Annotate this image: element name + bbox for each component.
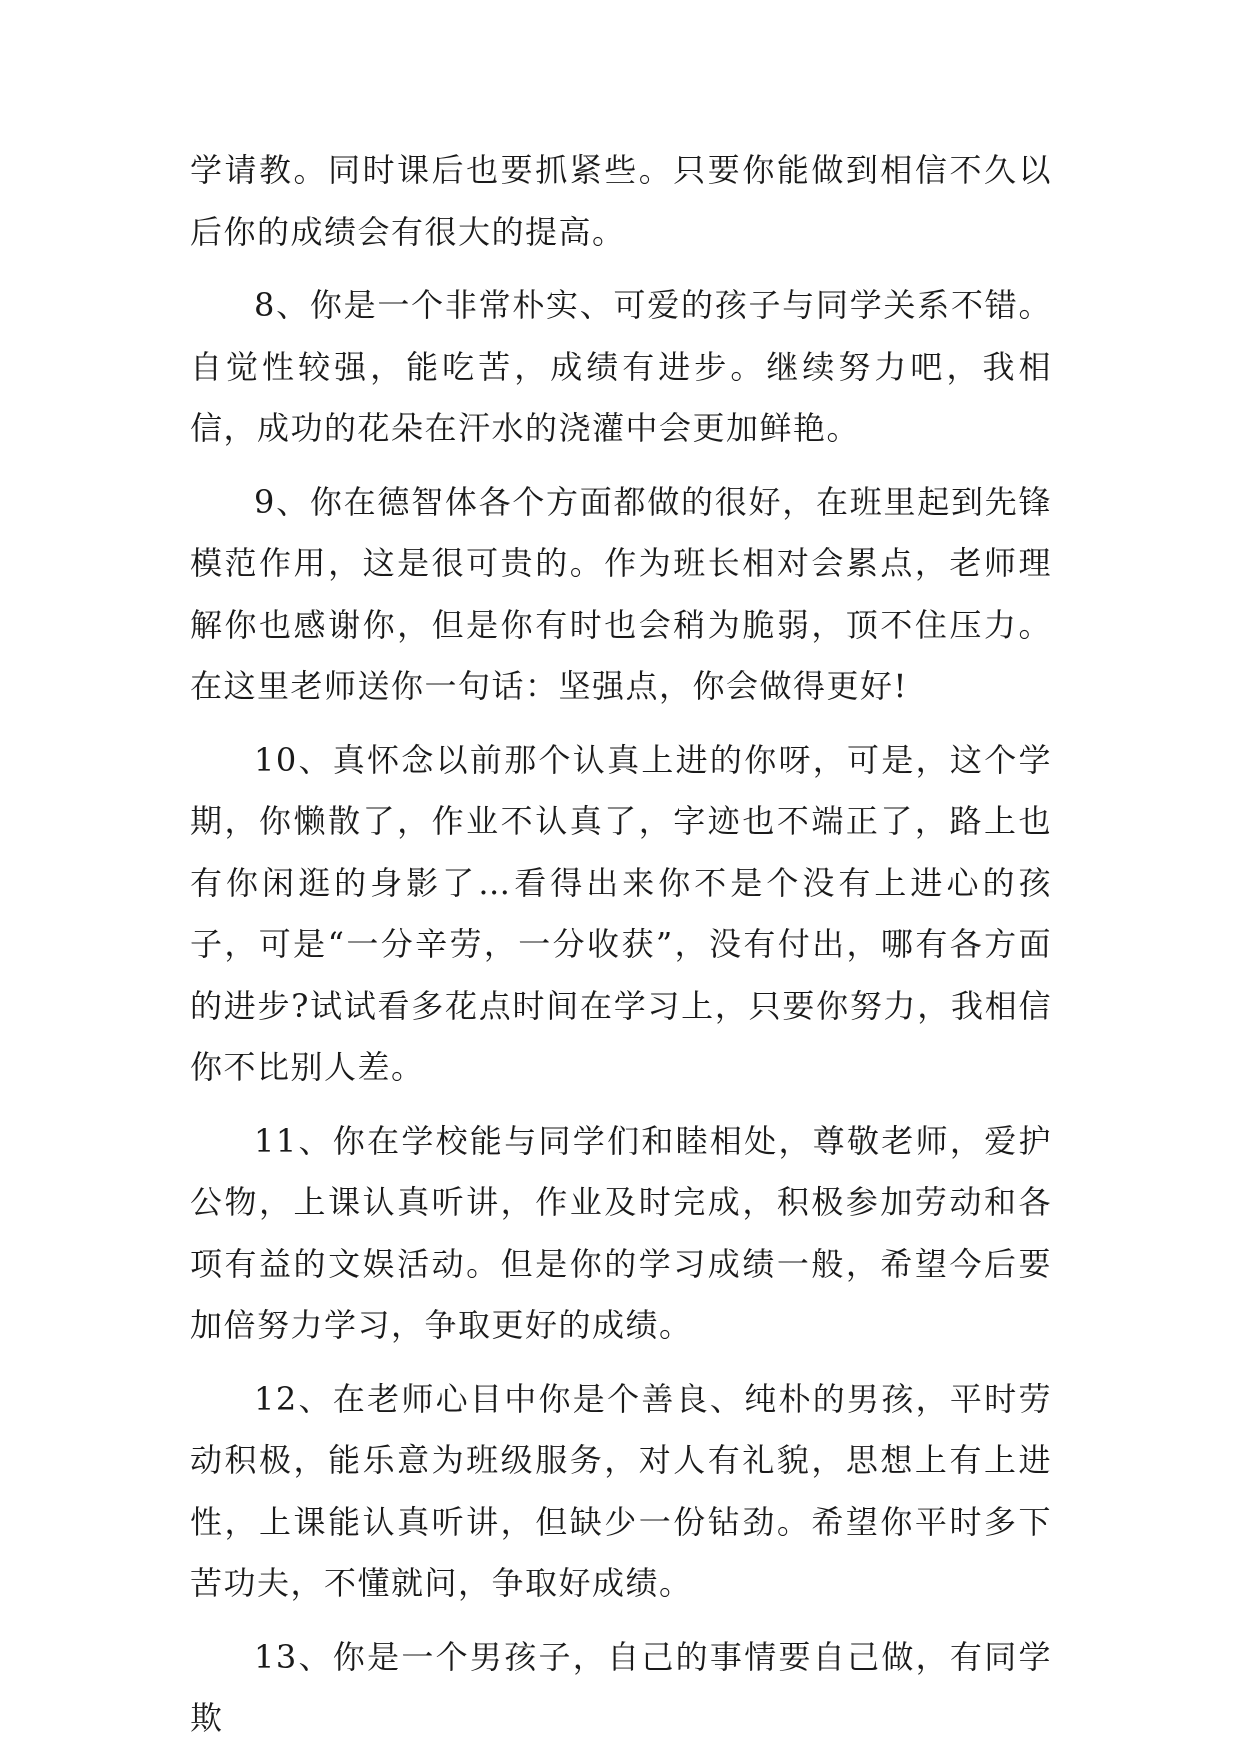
paragraph-comment-11: 11、你在学校能与同学们和睦相处，尊敬老师，爱护公物，上课认真听讲，作业及时完成，积极参加劳动和各项有益的文娱活动。但是你的学习成绩一般，希望今后要加倍努力学习，争取更好的成绩。 <box>190 1121 1052 1344</box>
paragraph-comment-8: 8、你是一个非常朴实、可爱的孩子与同学关系不错。自觉性较强，能吃苦，成绩有进步。继续努力吧，我相信，成功的花朵在汗水的浇灌中会更加鲜艳。 <box>190 286 1052 447</box>
document-body <box>190 140 1052 1762</box>
paragraph-comment-12: 12、在老师心目中你是个善良、纯朴的男孩，平时劳动积极，能乐意为班级服务，对人有礼貌，思想上有上进性，上课能认真听讲，但缺少一份钻劲。希望你平时多下苦功夫，不懂就问，争取好成绩。 <box>190 1379 1052 1602</box>
paragraph-comment-10: 10、真怀念以前那个认真上进的你呀，可是，这个学期，你懒散了，作业不认真了，字迹也不端正了，路上也有你闲逛的身影了…看得出来你不是个没有上进心的孩子，可是“一分辛劳，一分收获”，没有付出，哪有各方面的进步?试试看多花点时间在学习上，只要你努力，我相信你不比别人差。 <box>190 740 1052 1086</box>
paragraph-continuation: 学请教。同时课后也要抓紧些。只要你能做到相信不久以后你的成绩会有很大的提高。 <box>190 151 1052 251</box>
paragraph-comment-9: 9、你在德智体各个方面都做的很好，在班里起到先锋模范作用，这是很可贵的。作为班长相对会累点，老师理解你也感谢你，但是你有时也会稍为脆弱，顶不住压力。在这里老师送你一句话：坚强点，你会做得更好! <box>190 482 1052 705</box>
paragraph-comment-13: 13、你是一个男孩子，自己的事情要自己做，有同学欺 <box>190 1637 1052 1737</box>
